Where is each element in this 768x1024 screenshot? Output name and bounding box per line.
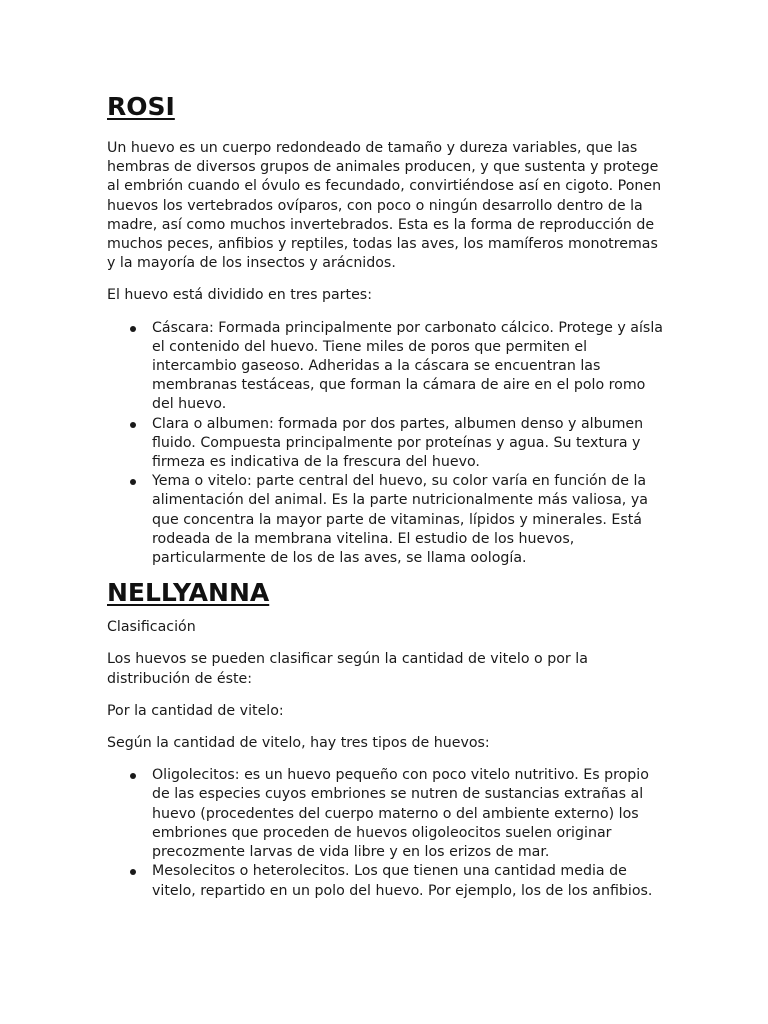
- document-page: [107, 90, 667, 901]
- list-item-cascara: [152, 319, 667, 415]
- list-item-text: Cáscara: Formada principalmente por carbonato cálcico. Protege y aísla el contenido del huevo. Tiene miles de poros que permiten el intercambio gaseoso. Adheridas a la cáscara se encuentran las membranas testáceas, que forman la cámara de aire en el polo romo del huevo.: [152, 319, 663, 413]
- bullet-icon: [130, 869, 136, 875]
- bullet-icon: [130, 422, 136, 428]
- section-heading-nellyanna: NELLYANNA: [107, 578, 270, 608]
- egg-parts-list: [107, 319, 667, 569]
- paragraph-classification-intro: Los huevos se pueden clasificar según la cantidad de vitelo o por la distribución de éste:: [107, 651, 588, 687]
- list-item-oligolecitos: [152, 766, 667, 862]
- bullet-icon: [130, 479, 136, 485]
- list-item-yema: [152, 472, 667, 568]
- list-item-text: Clara o albumen: formada por dos partes, albumen denso y albumen fluido. Compuesta principalmente por proteínas y agua. Su textura y firmeza es indicativa de la frescura del huevo.: [152, 415, 644, 471]
- paragraph-clasificacion: Clasificación: [107, 619, 196, 636]
- paragraph-egg-parts-intro: El huevo está dividido en tres partes:: [107, 287, 372, 304]
- list-item-text: Mesolecitos o heterolecitos. Los que tienen una cantidad media de vitelo, repartido en un polo del huevo. Por ejemplo, los de los anfibios.: [152, 863, 653, 899]
- list-item-text: Oligolecitos: es un huevo pequeño con poco vitelo nutritivo. Es propio de las especies cuyos embriones se nutren de sustancias extrañas al huevo (procedentes del cuerpo materno o del ambiente externo) los embriones que proceden de huevos oligoleocitos suelen originar precozmente larvas de vida libre y en los erizos de mar.: [152, 767, 649, 861]
- bullet-icon: [130, 326, 136, 332]
- list-item-clara: [152, 415, 667, 473]
- list-item-text: Yema o vitelo: parte central del huevo, su color varía en función de la alimentación del animal. Es la parte nutricionalmente más valiosa, ya que concentra la mayor parte de vitaminas, lípidos y minerales. Está rodeada de la membrana vitelina. El estudio de los huevos, particularmente de los de las aves, se llama oología.: [152, 473, 648, 567]
- paragraph-by-vitelo: Por la cantidad de vitelo:: [107, 702, 284, 719]
- list-item-mesolecitos: [152, 862, 667, 900]
- section-heading-rosi: ROSI: [107, 92, 175, 121]
- paragraph-three-types: Según la cantidad de vitelo, hay tres tipos de huevos:: [107, 735, 490, 752]
- egg-types-list: [107, 766, 667, 900]
- bullet-icon: [130, 773, 136, 779]
- paragraph-egg-definition: Un huevo es un cuerpo redondeado de tamaño y dureza variables, que las hembras de diversos grupos de animales producen, y que sustenta y protege al embrión cuando el óvulo es fecundado, convirtiéndose así en cigoto. Ponen huevos los vertebrados ovíparos, con poco o ningún desarrollo dentro de la madre, así como muchos invertebrados. Esta es la forma de reproducción de muchos peces, anfibios y reptiles, todas las aves, los mamíferos monotremas y la mayoría de los insectos y arácnidos.: [107, 140, 662, 272]
